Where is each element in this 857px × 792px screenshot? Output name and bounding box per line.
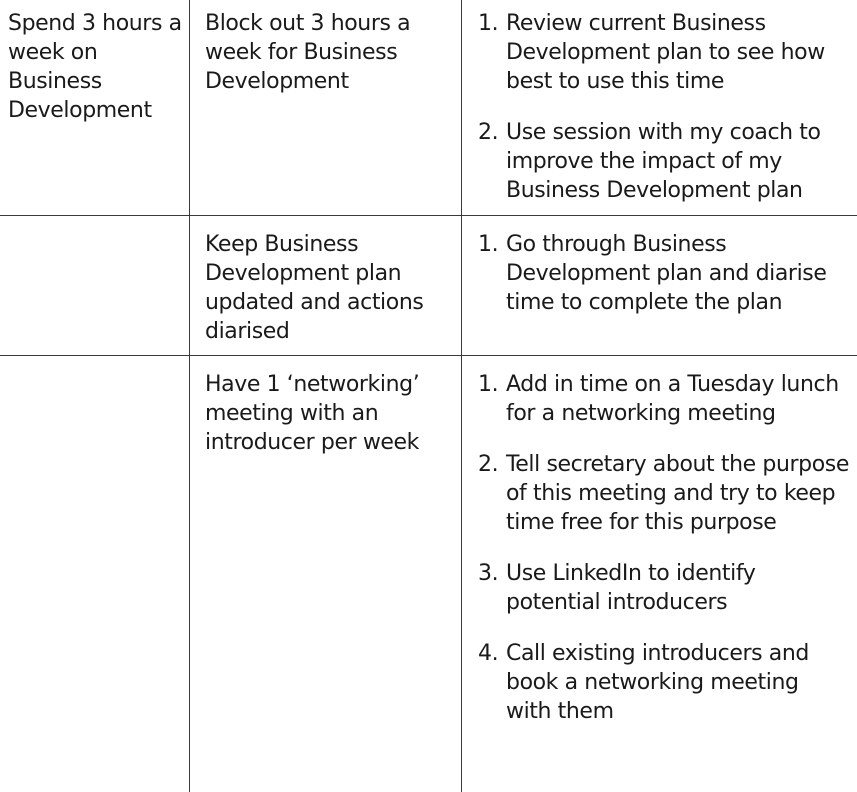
action-number: 1. (478, 11, 499, 36)
actions-cell (478, 370, 850, 726)
action-text: Use session with my coach to improve the impact of my Business Development plan (506, 120, 821, 203)
action-text: Call existing introducers and book a networking meeting with them (506, 641, 809, 724)
target-cell: Keep Business Development plan updated and actions diarised (205, 232, 424, 344)
action-number: 2. (478, 120, 499, 145)
action-number: 2. (478, 452, 499, 477)
goal-cell: Spend 3 hours a week on Business Development (8, 11, 182, 123)
action-number: 1. (478, 232, 499, 257)
action-item (478, 639, 850, 726)
column-divider (461, 0, 462, 792)
actions-cell (478, 230, 850, 317)
action-item (478, 9, 850, 96)
action-text: Add in time on a Tuesday lunch for a networking meeting (506, 372, 839, 426)
action-number: 4. (478, 641, 499, 666)
action-text: Tell secretary about the purpose of this meeting and try to keep time free for this purpose (506, 452, 849, 535)
target-cell: Block out 3 hours a week for Business Development (205, 11, 411, 94)
action-text: Use LinkedIn to identify potential introducers (506, 561, 756, 615)
row-divider (0, 355, 857, 356)
action-text: Review current Business Development plan to see how best to use this time (506, 11, 825, 94)
action-number: 1. (478, 372, 499, 397)
column-divider (189, 0, 190, 792)
action-item (478, 118, 850, 205)
row-divider (0, 215, 857, 216)
action-item (478, 450, 850, 537)
actions-cell (478, 9, 850, 205)
action-text: Go through Business Development plan and diarise time to complete the plan (506, 232, 827, 315)
action-item (478, 370, 850, 428)
action-number: 3. (478, 561, 499, 586)
action-item (478, 559, 850, 617)
action-item (478, 230, 850, 317)
target-cell: Have 1 ‘networking’ meeting with an introducer per week (205, 372, 420, 455)
